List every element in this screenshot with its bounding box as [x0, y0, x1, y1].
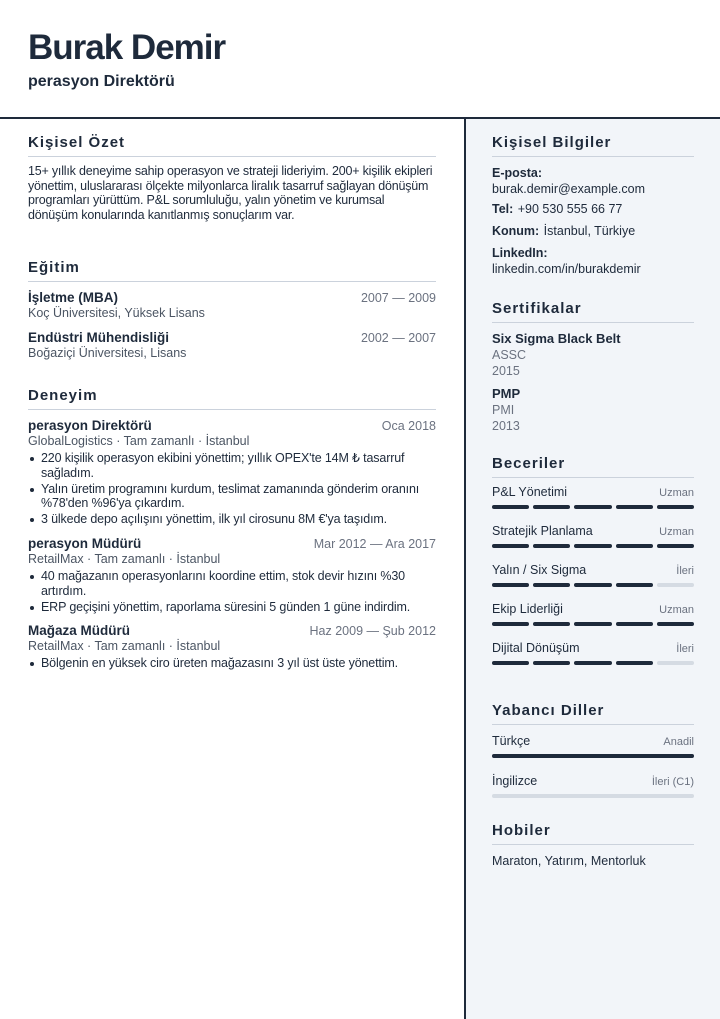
education-degree: Endüstri Mühendisliği	[28, 330, 169, 345]
education-school: Boğaziçi Üniversitesi, Lisans	[28, 346, 187, 360]
experience-bullets	[28, 569, 436, 614]
email-label: E-posta:	[492, 166, 542, 180]
skill-meter-segment	[574, 505, 611, 509]
languages-title: Yabancı Diller	[492, 701, 694, 725]
experience-position: perasyon Direktörü	[28, 418, 152, 433]
education-item	[28, 330, 436, 361]
skill-name: P&L Yönetimi	[492, 485, 568, 499]
language-bar	[492, 754, 694, 758]
education-school: Koç Üniversitesi, Yüksek Lisans	[28, 306, 205, 320]
skill-meter-segment	[533, 583, 570, 587]
certificate-item	[492, 330, 694, 379]
skill-level: Uzman	[659, 487, 694, 499]
skill-item	[492, 602, 694, 626]
skill-meter-segment	[657, 544, 694, 548]
experience-dates: Oca 2018	[381, 419, 436, 433]
skill-level: İleri	[676, 643, 694, 655]
experience-bullet: 40 mağazanın operasyonlarını koordine ettim, stok devir hızını %30 artırdım.	[41, 569, 436, 598]
skill-meter-segment	[492, 661, 529, 665]
skill-meter	[492, 544, 694, 548]
education-degree: İşletme (MBA)	[28, 290, 119, 305]
experience-bullet: 3 ülkede depo açılışını yönettim, ilk yıl cirosunu 8M €'ya taşıdım.	[41, 512, 436, 527]
skill-item	[492, 641, 694, 665]
skill-name: Yalın / Six Sigma	[492, 563, 587, 577]
experience-meta: RetailMax · Tam zamanlı · İstanbul	[28, 551, 221, 566]
experience-bullets	[28, 656, 436, 671]
email-value[interactable]: burak.demir@example.com	[492, 182, 646, 196]
certificate-year: 2013	[492, 419, 520, 433]
experience-bullets	[28, 451, 436, 527]
certificate-issuer: ASSC	[492, 348, 527, 362]
hobbies-title: Hobiler	[492, 821, 694, 845]
education-dates: 2007 — 2009	[360, 291, 436, 305]
experience-position: Mağaza Müdürü	[28, 623, 131, 639]
skill-meter-segment	[533, 622, 570, 626]
skill-meter	[492, 622, 694, 626]
experience-meta: GlobalLogistics · Tam zamanlı · İstanbul	[28, 434, 250, 448]
education-title: Eğitim	[28, 258, 436, 282]
location-label: Konum:	[492, 224, 540, 238]
skill-meter-segment	[616, 661, 653, 665]
personal-info-section	[492, 133, 694, 277]
certificate-name: PMP	[492, 386, 521, 401]
skill-name: Ekip Liderliği	[492, 602, 563, 616]
languages-section	[492, 701, 694, 798]
skill-meter-segment	[616, 544, 653, 548]
sidebar	[464, 119, 720, 1019]
certificates-title: Sertifikalar	[492, 299, 694, 323]
candidate-name: Burak Demir	[28, 28, 226, 67]
skill-level: Uzman	[659, 604, 694, 616]
skill-meter-segment	[574, 544, 611, 548]
language-level: İleri (C1)	[651, 776, 694, 788]
summary-section	[28, 133, 436, 222]
language-level: Anadil	[663, 736, 694, 748]
skill-meter	[492, 505, 694, 509]
resume-header	[0, 0, 720, 119]
skill-meter-segment	[657, 622, 694, 626]
skill-meter-segment	[657, 505, 694, 509]
phone-label: Tel:	[492, 202, 514, 216]
language-name: İngilizce	[492, 774, 538, 788]
language-bar	[492, 794, 694, 798]
skill-meter	[492, 661, 694, 665]
certificates-section	[492, 299, 694, 434]
experience-bullet: ERP geçişini yönettim, raporlama süresini 5 günden 1 güne indirdim.	[41, 600, 436, 615]
skill-meter-segment	[533, 661, 570, 665]
experience-item	[28, 418, 436, 527]
experience-item	[28, 623, 436, 671]
skill-meter-segment	[492, 544, 529, 548]
skill-item	[492, 524, 694, 548]
skill-meter-segment	[533, 544, 570, 548]
personal-info-title: Kişisel Bilgiler	[492, 133, 694, 157]
skill-meter-segment	[492, 622, 529, 626]
experience-dates: Haz 2009 — Şub 2012	[309, 624, 436, 639]
education-dates: 2002 — 2007	[360, 331, 436, 345]
language-item	[492, 774, 694, 798]
skill-item	[492, 563, 694, 587]
phone-value[interactable]: +90 530 555 66 77	[517, 202, 623, 216]
experience-item	[28, 536, 436, 614]
skill-meter-segment	[616, 583, 653, 587]
summary-text: 15+ yıllık deneyime sahip operasyon ve strateji lideriyim. 200+ kişilik ekipleri yönettim, uluslararası ölçekte milyonlarca liralık tasarruf sağlayan dönüşüm programları yürüttüm. P&L sorumluluğu, yalın yönetim ve kurumsal dönüşüm konularında kanıtlanmış sonuçlarım var.	[28, 164, 433, 222]
experience-position: perasyon Müdürü	[28, 535, 142, 551]
skill-meter	[492, 583, 694, 587]
skill-meter-segment	[492, 505, 529, 509]
skill-meter-segment	[657, 583, 694, 587]
skills-section	[492, 454, 694, 665]
certificate-name: Six Sigma Black Belt	[492, 331, 621, 346]
language-bar-fill	[492, 754, 694, 758]
experience-dates: Mar 2012 — Ara 2017	[313, 536, 436, 551]
skill-meter-segment	[574, 661, 611, 665]
certificate-issuer: PMI	[492, 403, 515, 417]
education-item	[28, 290, 436, 321]
skill-meter-segment	[492, 583, 529, 587]
skill-item	[492, 485, 694, 509]
skill-meter-segment	[616, 505, 653, 509]
experience-meta: RetailMax · Tam zamanlı · İstanbul	[28, 639, 221, 654]
candidate-role: perasyon Direktörü	[28, 73, 175, 90]
skill-name: Dijital Dönüşüm	[492, 641, 580, 655]
language-name: Türkçe	[492, 734, 531, 748]
summary-title: Kişisel Özet	[28, 133, 436, 157]
experience-bullet: Bölgenin en yüksek ciro üreten mağazasını 3 yıl üst üste yönettim.	[41, 656, 436, 671]
experience-section	[28, 386, 436, 672]
linkedin-label: LinkedIn:	[492, 246, 548, 260]
skill-level: İleri	[676, 565, 694, 577]
skill-meter-segment	[657, 661, 694, 665]
hobbies-section	[492, 821, 694, 868]
skill-meter-segment	[533, 505, 570, 509]
experience-title: Deneyim	[28, 386, 436, 410]
skill-name: Stratejik Planlama	[492, 524, 593, 538]
skill-meter-segment	[616, 622, 653, 626]
skill-meter-segment	[574, 583, 611, 587]
skills-title: Beceriler	[492, 454, 694, 478]
language-item	[492, 734, 694, 758]
experience-bullet: Yalın üretim programını kurdum, teslimat zamanında gönderim oranını %78'den %96'ya çıkardım.	[41, 482, 436, 511]
skill-meter-segment	[574, 622, 611, 626]
education-section	[28, 258, 436, 361]
linkedin-value[interactable]: linkedin.com/in/burakdemir	[492, 262, 641, 276]
hobbies-text: Maraton, Yatırım, Mentorluk	[492, 854, 646, 868]
skill-level: Uzman	[659, 526, 694, 538]
certificate-year: 2015	[492, 364, 520, 378]
location-value: İstanbul, Türkiye	[543, 224, 636, 238]
experience-bullet: 220 kişilik operasyon ekibini yönettim; yıllık OPEX'te 14M ₺ tasarruf sağladım.	[41, 451, 436, 480]
certificate-item	[492, 385, 694, 434]
